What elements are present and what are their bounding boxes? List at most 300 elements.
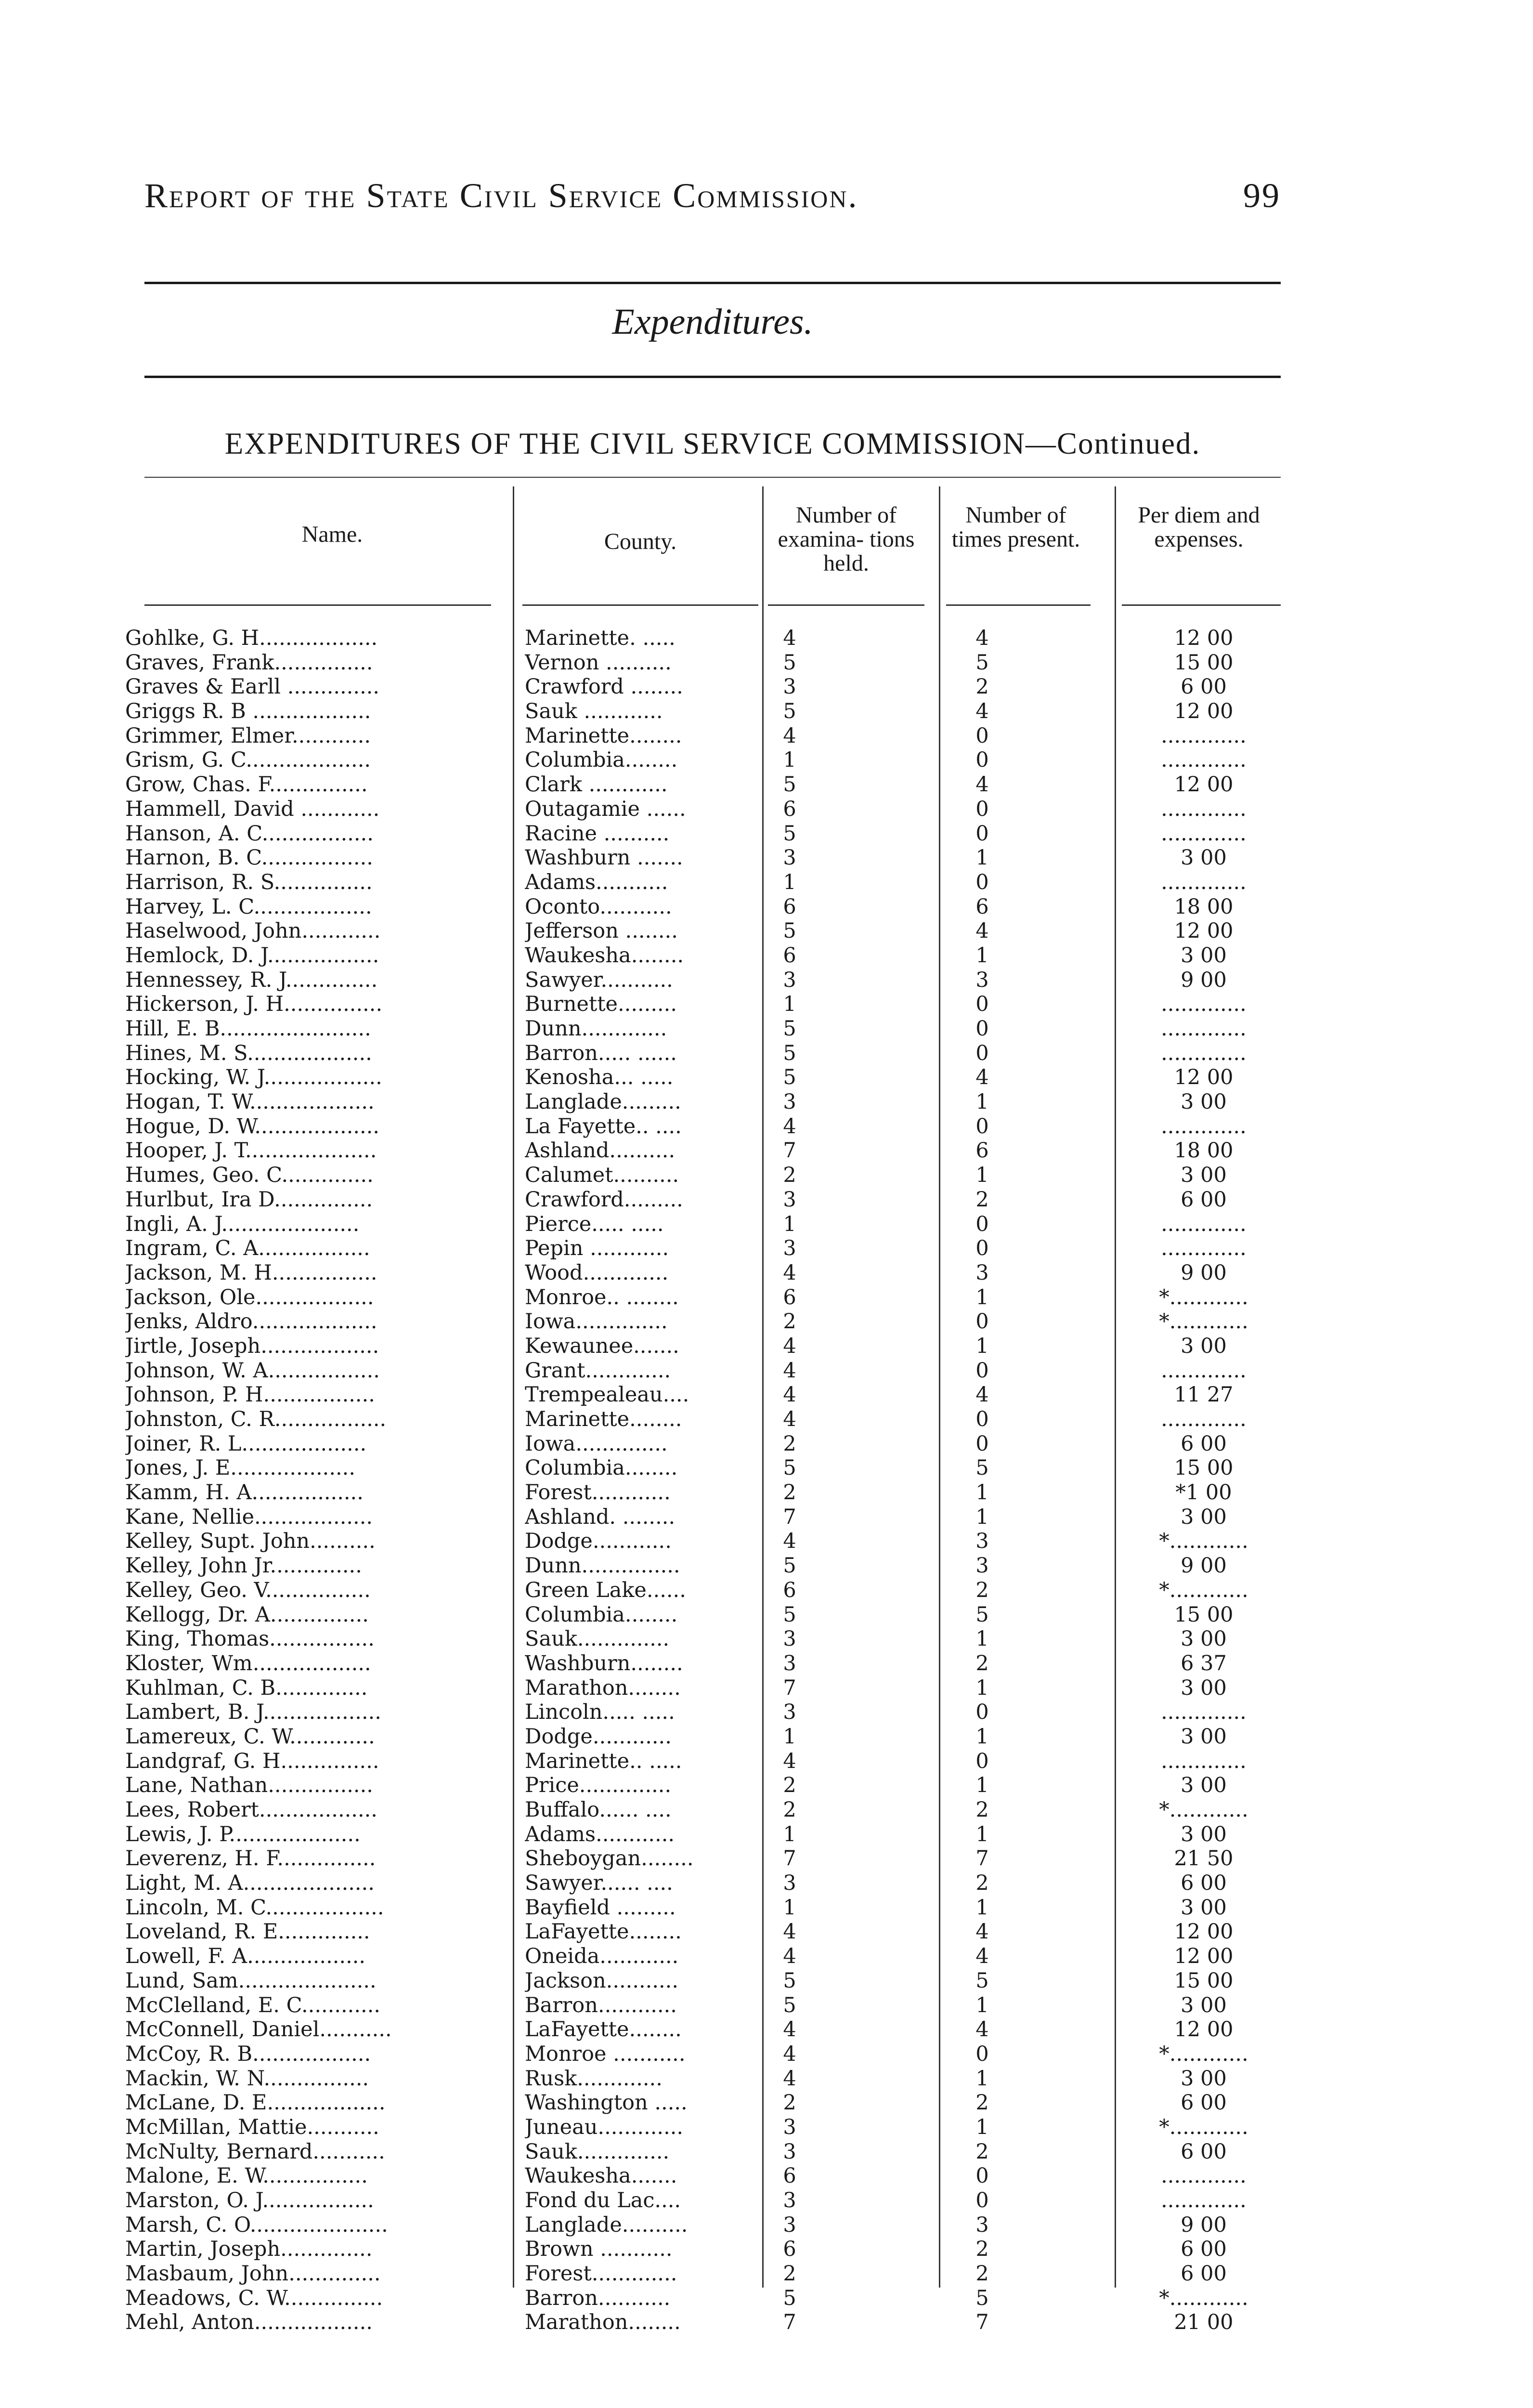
cell-times: 5 bbox=[975, 1602, 989, 1627]
table-row bbox=[125, 1505, 1290, 1530]
cell-perdiem: ............. bbox=[1161, 1212, 1247, 1236]
cell-county: Sheboygan........ bbox=[525, 1846, 694, 1871]
cell-perdiem: 3 00 bbox=[1181, 1675, 1227, 1700]
cell-county: Vernon .......... bbox=[525, 650, 672, 675]
cell-perdiem: *............ bbox=[1159, 2115, 1248, 2139]
cell-county: Adams............ bbox=[525, 1822, 675, 1846]
cell-exams: 5 bbox=[783, 1017, 796, 1041]
cell-county: Sauk.............. bbox=[525, 2139, 670, 2164]
cell-county: La Fayette.. .... bbox=[525, 1114, 682, 1139]
cell-exams: 2 bbox=[783, 1798, 796, 1822]
table-row bbox=[125, 2042, 1290, 2067]
table-row bbox=[125, 2091, 1290, 2115]
cell-county: Dodge............ bbox=[525, 1529, 672, 1554]
cell-name: Kellogg, Dr. A............... bbox=[125, 1602, 369, 1627]
cell-exams: 4 bbox=[783, 626, 796, 650]
table-row bbox=[125, 1920, 1290, 1944]
cell-perdiem: ............. bbox=[1161, 1749, 1247, 1773]
cell-name: Mehl, Anton.................. bbox=[125, 2310, 373, 2335]
cell-exams: 6 bbox=[783, 1285, 796, 1309]
cell-exams: 4 bbox=[783, 2042, 796, 2066]
cell-name: Meadows, C. W............... bbox=[125, 2286, 383, 2310]
cell-name: Humes, Geo. C.............. bbox=[125, 1163, 374, 1188]
cell-name: Johnson, W. A................. bbox=[125, 1358, 380, 1383]
cell-name: Hines, M. S................... bbox=[125, 1041, 372, 1065]
cell-name: Kuhlman, C. B.............. bbox=[125, 1675, 368, 1700]
cell-name: Lambert, B. J.................. bbox=[125, 1700, 381, 1725]
expenditure-table-body bbox=[125, 626, 1290, 2335]
cell-name: Kelley, Supt. John.......... bbox=[125, 1529, 376, 1554]
cell-perdiem: 3 00 bbox=[1181, 1895, 1227, 1920]
cell-name: McNulty, Bernard........... bbox=[125, 2139, 385, 2164]
cell-name: Loveland, R. E.............. bbox=[125, 1920, 370, 1944]
cell-exams: 4 bbox=[783, 2066, 796, 2091]
cell-perdiem: 12 00 bbox=[1174, 1065, 1234, 1090]
table-row bbox=[125, 1846, 1290, 1871]
cell-exams: 3 bbox=[783, 675, 796, 699]
cell-exams: 3 bbox=[783, 2139, 796, 2164]
cell-exams: 3 bbox=[783, 1627, 796, 1651]
cell-times: 4 bbox=[975, 1920, 989, 1944]
header-name: Name. bbox=[301, 522, 363, 547]
table-row bbox=[125, 1603, 1290, 1627]
cell-times: 2 bbox=[975, 2139, 989, 2164]
cell-exams: 2 bbox=[783, 1163, 796, 1188]
cell-times: 0 bbox=[975, 870, 989, 894]
cell-county: Langlade.......... bbox=[525, 2212, 688, 2237]
cell-perdiem: 3 00 bbox=[1181, 1163, 1227, 1188]
cell-exams: 2 bbox=[783, 2262, 796, 2286]
header-exams: Number of examina- tions held. bbox=[778, 502, 915, 576]
table-row bbox=[125, 675, 1290, 699]
cell-perdiem: 6 37 bbox=[1181, 1651, 1227, 1675]
cell-times: 0 bbox=[975, 1114, 989, 1139]
cell-name: Lund, Sam..................... bbox=[125, 1968, 377, 1993]
table-row bbox=[125, 1041, 1290, 1066]
cell-perdiem: ............. bbox=[1161, 1700, 1247, 1725]
cell-perdiem: 21 00 bbox=[1174, 2310, 1234, 2335]
cell-county: Ashland. ........ bbox=[525, 1505, 676, 1529]
cell-county: Jefferson ........ bbox=[525, 919, 678, 943]
cell-county: Trempealeau.... bbox=[525, 1383, 689, 1407]
cell-name: Ingli, A. J..................... bbox=[125, 1212, 360, 1236]
cell-times: 3 bbox=[975, 1529, 989, 1554]
table-row bbox=[125, 895, 1290, 919]
cell-name: Jackson, M. H................ bbox=[125, 1260, 377, 1285]
cell-name: Harvey, L. C.................. bbox=[125, 894, 372, 919]
cell-name: Kane, Nellie.................. bbox=[125, 1505, 373, 1529]
table-row bbox=[125, 1359, 1290, 1383]
cell-name: Lowell, F. A.................. bbox=[125, 1944, 366, 1969]
table-row bbox=[125, 968, 1290, 993]
cell-perdiem: *............ bbox=[1159, 2042, 1248, 2066]
cell-times: 3 bbox=[975, 1554, 989, 1578]
cell-times: 4 bbox=[975, 1065, 989, 1090]
cell-times: 4 bbox=[975, 2017, 989, 2042]
cell-county: Sauk ............ bbox=[525, 699, 663, 724]
cell-perdiem: 3 00 bbox=[1181, 1724, 1227, 1749]
cell-name: Hickerson, J. H............... bbox=[125, 992, 383, 1017]
cell-name: Leverenz, H. F............... bbox=[125, 1846, 376, 1871]
table-row bbox=[125, 992, 1290, 1017]
cell-exams: 1 bbox=[783, 870, 796, 894]
cell-perdiem: 12 00 bbox=[1174, 626, 1234, 650]
cell-exams: 3 bbox=[783, 1187, 796, 1212]
header-rule-perdiem bbox=[1122, 604, 1281, 606]
cell-county: Pepin ............ bbox=[525, 1236, 669, 1261]
cell-perdiem: ............. bbox=[1161, 2188, 1247, 2212]
cell-times: 6 bbox=[975, 894, 989, 919]
cell-exams: 3 bbox=[783, 968, 796, 992]
cell-county: Bayfield ......... bbox=[525, 1895, 676, 1920]
cell-times: 4 bbox=[975, 626, 989, 650]
cell-name: Johnston, C. R................. bbox=[125, 1407, 387, 1431]
table-row bbox=[125, 1334, 1290, 1359]
cell-exams: 5 bbox=[783, 821, 796, 846]
cell-times: 1 bbox=[975, 1505, 989, 1529]
header-rule-name bbox=[144, 604, 491, 606]
table-row bbox=[125, 943, 1290, 968]
cell-perdiem: 21 50 bbox=[1174, 1846, 1234, 1871]
cell-times: 3 bbox=[975, 2212, 989, 2237]
cell-name: Griggs R. B .................. bbox=[125, 699, 371, 724]
page-number: 99 bbox=[1243, 176, 1281, 215]
cell-name: Marsh, C. O..................... bbox=[125, 2212, 388, 2237]
cell-exams: 3 bbox=[783, 846, 796, 870]
cell-perdiem: ............. bbox=[1161, 723, 1247, 748]
cell-perdiem: 12 00 bbox=[1174, 1944, 1234, 1969]
cell-exams: 4 bbox=[783, 1114, 796, 1139]
cell-perdiem: 11 27 bbox=[1174, 1383, 1234, 1407]
cell-times: 3 bbox=[975, 968, 989, 992]
cell-times: 2 bbox=[975, 1187, 989, 1212]
cell-exams: 1 bbox=[783, 1212, 796, 1236]
cell-perdiem: 3 00 bbox=[1181, 1773, 1227, 1798]
cell-county: Dunn............... bbox=[525, 1554, 680, 1578]
cell-name: McClelland, E. C............ bbox=[125, 1993, 381, 2017]
cell-name: Lincoln, M. C.................. bbox=[125, 1895, 384, 1920]
cell-exams: 4 bbox=[783, 1407, 796, 1431]
cell-perdiem: 3 00 bbox=[1181, 1505, 1227, 1529]
cell-exams: 1 bbox=[783, 1724, 796, 1749]
table-row bbox=[125, 1700, 1290, 1725]
cell-name: Harnon, B. C................. bbox=[125, 846, 373, 870]
cell-county: Marinette........ bbox=[525, 723, 682, 748]
table-row bbox=[125, 1065, 1290, 1090]
cell-times: 0 bbox=[975, 1309, 989, 1334]
cell-name: Jackson, Ole.................. bbox=[125, 1285, 374, 1309]
cell-times: 1 bbox=[975, 1993, 989, 2017]
table-row bbox=[125, 1114, 1290, 1139]
cell-exams: 6 bbox=[783, 894, 796, 919]
cell-county: Waukesha........ bbox=[525, 943, 684, 968]
cell-county: Juneau............. bbox=[525, 2115, 684, 2139]
table-row bbox=[125, 1480, 1290, 1505]
cell-perdiem: ............. bbox=[1161, 1236, 1247, 1261]
cell-times: 1 bbox=[975, 1334, 989, 1358]
cell-county: Dunn............. bbox=[525, 1017, 667, 1041]
cell-times: 0 bbox=[975, 1700, 989, 1725]
cell-times: 0 bbox=[975, 748, 989, 772]
table-row bbox=[125, 1578, 1290, 1603]
cell-name: Haselwood, John............ bbox=[125, 919, 381, 943]
cell-times: 4 bbox=[975, 1944, 989, 1969]
cell-name: McCoy, R. B.................. bbox=[125, 2042, 371, 2066]
cell-perdiem: 12 00 bbox=[1174, 1920, 1234, 1944]
cell-county: Barron..... ...... bbox=[525, 1041, 677, 1065]
cell-perdiem: ............. bbox=[1161, 797, 1247, 821]
cell-times: 1 bbox=[975, 1480, 989, 1505]
table-row bbox=[125, 1188, 1290, 1212]
cell-times: 0 bbox=[975, 992, 989, 1017]
table-row bbox=[125, 1285, 1290, 1310]
cell-name: Graves, Frank............... bbox=[125, 650, 373, 675]
cell-county: Columbia........ bbox=[525, 1456, 678, 1480]
table-row bbox=[125, 2188, 1290, 2213]
cell-perdiem: 3 00 bbox=[1181, 846, 1227, 870]
running-head bbox=[144, 176, 1281, 216]
cell-exams: 7 bbox=[783, 1675, 796, 1700]
cell-times: 7 bbox=[975, 1846, 989, 1871]
cell-county: Sawyer...... .... bbox=[525, 1871, 673, 1896]
cell-perdiem: 6 00 bbox=[1181, 2091, 1227, 2115]
table-row bbox=[125, 1554, 1290, 1578]
cell-perdiem: *............ bbox=[1159, 2286, 1248, 2310]
table-row bbox=[125, 699, 1290, 724]
cell-exams: 1 bbox=[783, 1895, 796, 1920]
cell-name: Masbaum, John.............. bbox=[125, 2262, 381, 2286]
cell-perdiem: ............. bbox=[1161, 870, 1247, 894]
header-rule-county bbox=[522, 604, 758, 606]
table-row bbox=[125, 1456, 1290, 1480]
cell-perdiem: 6 00 bbox=[1181, 1871, 1227, 1896]
cell-perdiem: 6 00 bbox=[1181, 2139, 1227, 2164]
table-row bbox=[125, 1944, 1290, 1969]
cell-county: Columbia........ bbox=[525, 1602, 678, 1627]
table-row bbox=[125, 2115, 1290, 2140]
cell-county: LaFayette........ bbox=[525, 2017, 682, 2042]
cell-times: 0 bbox=[975, 1407, 989, 1431]
cell-perdiem: 3 00 bbox=[1181, 943, 1227, 968]
cell-times: 0 bbox=[975, 821, 989, 846]
cell-exams: 1 bbox=[783, 1822, 796, 1846]
cell-county: Waukesha....... bbox=[525, 2164, 677, 2188]
cell-times: 3 bbox=[975, 1260, 989, 1285]
cell-exams: 3 bbox=[783, 1700, 796, 1725]
cell-name: Lees, Robert.................. bbox=[125, 1798, 377, 1822]
cell-times: 1 bbox=[975, 943, 989, 968]
cell-times: 5 bbox=[975, 650, 989, 675]
cell-times: 0 bbox=[975, 797, 989, 821]
cell-name: Martin, Joseph.............. bbox=[125, 2237, 373, 2262]
cell-times: 2 bbox=[975, 1798, 989, 1822]
cell-county: LaFayette........ bbox=[525, 1920, 682, 1944]
cell-perdiem: 12 00 bbox=[1174, 2017, 1234, 2042]
cell-name: Mackin, W. N................ bbox=[125, 2066, 369, 2091]
cell-times: 2 bbox=[975, 2237, 989, 2262]
section-title: Expenditures. bbox=[612, 301, 813, 342]
cell-perdiem: ............. bbox=[1161, 1017, 1247, 1041]
table-row bbox=[125, 1871, 1290, 1896]
table-row bbox=[125, 2237, 1290, 2262]
cell-exams: 1 bbox=[783, 748, 796, 772]
cell-exams: 4 bbox=[783, 1529, 796, 1554]
cell-times: 0 bbox=[975, 1236, 989, 1261]
table-row bbox=[125, 626, 1290, 651]
cell-times: 0 bbox=[975, 723, 989, 748]
table-row bbox=[125, 919, 1290, 943]
cell-times: 0 bbox=[975, 1017, 989, 1041]
cell-times: 7 bbox=[975, 2310, 989, 2335]
cell-exams: 4 bbox=[783, 1383, 796, 1407]
cell-perdiem: 9 00 bbox=[1181, 2212, 1227, 2237]
cell-name: Gohlke, G. H.................. bbox=[125, 626, 378, 650]
table-row bbox=[125, 1090, 1290, 1114]
cell-times: 1 bbox=[975, 1822, 989, 1846]
cell-name: Hocking, W. J.................. bbox=[125, 1065, 382, 1090]
cell-perdiem: 6 00 bbox=[1181, 1187, 1227, 1212]
cell-county: Washington ..... bbox=[525, 2091, 688, 2115]
cell-name: McConnell, Daniel........... bbox=[125, 2017, 392, 2042]
table-row bbox=[125, 2286, 1290, 2311]
cell-county: Iowa.............. bbox=[525, 1431, 668, 1456]
cell-county: Grant............. bbox=[525, 1358, 671, 1383]
cell-exams: 5 bbox=[783, 650, 796, 675]
cell-times: 0 bbox=[975, 1358, 989, 1383]
cell-exams: 6 bbox=[783, 797, 796, 821]
cell-county: Marinette........ bbox=[525, 1407, 682, 1431]
cell-times: 1 bbox=[975, 1627, 989, 1651]
cell-perdiem: 12 00 bbox=[1174, 919, 1234, 943]
cell-times: 5 bbox=[975, 1968, 989, 1993]
cell-perdiem: 12 00 bbox=[1174, 699, 1234, 724]
cell-perdiem: 15 00 bbox=[1174, 1456, 1234, 1480]
cell-perdiem: 3 00 bbox=[1181, 1822, 1227, 1846]
table-row bbox=[125, 822, 1290, 846]
table-row bbox=[125, 1651, 1290, 1676]
cell-exams: 3 bbox=[783, 2115, 796, 2139]
cell-perdiem: 3 00 bbox=[1181, 1090, 1227, 1114]
table-row bbox=[125, 797, 1290, 822]
cell-times: 1 bbox=[975, 1285, 989, 1309]
table-row bbox=[125, 1017, 1290, 1041]
cell-perdiem: *............ bbox=[1159, 1529, 1248, 1554]
cell-county: Pierce..... ..... bbox=[525, 1212, 664, 1236]
cell-perdiem: 3 00 bbox=[1181, 1334, 1227, 1358]
cell-times: 1 bbox=[975, 1895, 989, 1920]
cell-exams: 2 bbox=[783, 1309, 796, 1334]
cell-exams: 6 bbox=[783, 1578, 796, 1602]
cell-perdiem: 6 00 bbox=[1181, 2262, 1227, 2286]
section-rule bbox=[144, 376, 1281, 378]
cell-county: Barron........... bbox=[525, 2286, 671, 2310]
table-row bbox=[125, 1309, 1290, 1334]
cell-county: Crawford ........ bbox=[525, 675, 683, 699]
cell-exams: 5 bbox=[783, 1554, 796, 1578]
cell-exams: 5 bbox=[783, 1065, 796, 1090]
cell-county: Oneida............ bbox=[525, 1944, 679, 1969]
cell-county: Burnette......... bbox=[525, 992, 677, 1017]
cell-county: Marathon........ bbox=[525, 1675, 681, 1700]
table-title: EXPENDITURES OF THE CIVIL SERVICE COMMISSION—Continued. bbox=[224, 427, 1201, 460]
cell-times: 1 bbox=[975, 1724, 989, 1749]
cell-exams: 6 bbox=[783, 943, 796, 968]
table-row bbox=[125, 1163, 1290, 1188]
table-row bbox=[125, 1212, 1290, 1237]
cell-exams: 2 bbox=[783, 1431, 796, 1456]
cell-exams: 3 bbox=[783, 2212, 796, 2237]
cell-name: Grimmer, Elmer............ bbox=[125, 723, 371, 748]
cell-county: Barron............ bbox=[525, 1993, 677, 2017]
cell-perdiem: 18 00 bbox=[1174, 894, 1234, 919]
cell-name: Landgraf, G. H............... bbox=[125, 1749, 379, 1773]
cell-county: Wood............. bbox=[525, 1260, 669, 1285]
cell-county: Adams........... bbox=[525, 870, 668, 894]
cell-exams: 5 bbox=[783, 1968, 796, 1993]
cell-exams: 7 bbox=[783, 1139, 796, 1163]
cell-exams: 5 bbox=[783, 772, 796, 797]
cell-name: Johnson, P. H................. bbox=[125, 1383, 375, 1407]
cell-times: 1 bbox=[975, 846, 989, 870]
cell-county: Langlade......... bbox=[525, 1090, 681, 1114]
cell-times: 0 bbox=[975, 2164, 989, 2188]
cell-name: Graves & Earll .............. bbox=[125, 675, 380, 699]
cell-county: Racine .......... bbox=[525, 821, 670, 846]
cell-perdiem: *............ bbox=[1159, 1798, 1248, 1822]
cell-county: Sawyer........... bbox=[525, 968, 673, 992]
cell-perdiem: *............ bbox=[1159, 1285, 1248, 1309]
cell-county: Crawford......... bbox=[525, 1187, 683, 1212]
cell-name: King, Thomas................ bbox=[125, 1627, 375, 1651]
cell-perdiem: *............ bbox=[1159, 1309, 1248, 1334]
table-row bbox=[125, 2140, 1290, 2164]
table-row bbox=[125, 1798, 1290, 1822]
cell-times: 4 bbox=[975, 919, 989, 943]
cell-name: Lamereux, C. W............. bbox=[125, 1724, 375, 1749]
table-row bbox=[125, 2310, 1290, 2335]
cell-name: Kloster, Wm.................. bbox=[125, 1651, 371, 1675]
cell-name: Jones, J. E................... bbox=[125, 1456, 355, 1480]
cell-times: 5 bbox=[975, 2286, 989, 2310]
table-row bbox=[125, 1896, 1290, 1920]
cell-exams: 3 bbox=[783, 1651, 796, 1675]
cell-county: Forest............ bbox=[525, 1480, 671, 1505]
cell-exams: 4 bbox=[783, 1358, 796, 1383]
cell-perdiem: 15 00 bbox=[1174, 1602, 1234, 1627]
cell-perdiem: ............. bbox=[1161, 748, 1247, 772]
cell-county: Oconto........... bbox=[525, 894, 672, 919]
cell-times: 0 bbox=[975, 1041, 989, 1065]
cell-exams: 2 bbox=[783, 2091, 796, 2115]
table-row bbox=[125, 1261, 1290, 1285]
cell-perdiem: 9 00 bbox=[1181, 968, 1227, 992]
cell-exams: 2 bbox=[783, 1773, 796, 1798]
cell-perdiem: *1 00 bbox=[1175, 1480, 1232, 1505]
cell-exams: 5 bbox=[783, 919, 796, 943]
cell-county: Washburn ....... bbox=[525, 846, 683, 870]
cell-name: Hurlbut, Ira D............... bbox=[125, 1187, 373, 1212]
cell-exams: 5 bbox=[783, 1602, 796, 1627]
cell-name: Hogan, T. W................... bbox=[125, 1090, 375, 1114]
table-row bbox=[125, 1822, 1290, 1847]
cell-name: Kamm, H. A................. bbox=[125, 1480, 364, 1505]
cell-name: Hemlock, D. J................. bbox=[125, 943, 379, 968]
cell-times: 1 bbox=[975, 1675, 989, 1700]
cell-name: Lewis, J. P.................... bbox=[125, 1822, 361, 1846]
cell-county: Dodge............ bbox=[525, 1724, 672, 1749]
cell-exams: 7 bbox=[783, 1846, 796, 1871]
table-row bbox=[125, 1725, 1290, 1749]
